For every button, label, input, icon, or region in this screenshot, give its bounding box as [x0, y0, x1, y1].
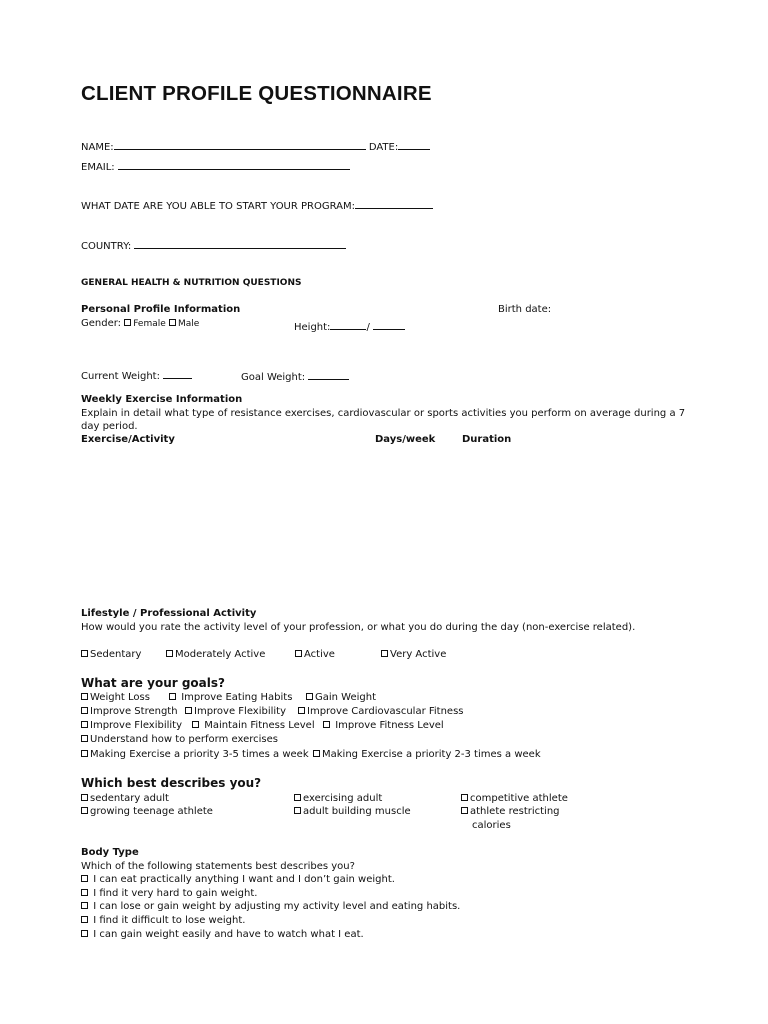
height-row	[294, 318, 405, 333]
height-separator: /	[366, 322, 370, 333]
goal-option[interactable]: Making Exercise a priority 2-3 times a week	[313, 749, 541, 760]
page-title: CLIENT PROFILE QUESTIONNAIRE	[81, 82, 432, 105]
goal-option[interactable]: Weight Loss	[81, 692, 169, 703]
lifestyle-option-very-active[interactable]	[381, 649, 446, 660]
current-weight-field[interactable]	[163, 367, 192, 379]
goal-option[interactable]: Improve Fitness Level	[323, 720, 444, 731]
body-type-option[interactable]: I can eat practically anything I want and I don’t gain weight.	[81, 874, 395, 885]
moderately-active-label: Moderately Active	[175, 649, 266, 660]
goal-option[interactable]: Improve Flexibility	[81, 720, 192, 731]
general-health-heading: GENERAL HEALTH & NUTRITION QUESTIONS	[81, 278, 302, 288]
active-checkbox[interactable]	[295, 650, 302, 657]
goal-option[interactable]: Improve Strength	[81, 706, 185, 717]
body-type-option[interactable]: I find it difficult to lose weight.	[81, 915, 245, 926]
goal-option[interactable]: Gain Weight	[306, 692, 376, 703]
describes-option[interactable]: athlete restricting	[461, 806, 560, 817]
duration-column: Duration	[462, 434, 512, 445]
email-label: EMAIL:	[81, 162, 115, 173]
lifestyle-option-active[interactable]	[295, 649, 335, 660]
body-type-checkbox[interactable]	[81, 889, 88, 896]
height-field-1[interactable]	[330, 318, 366, 330]
body-type-heading: Body Type	[81, 847, 139, 858]
goal-option[interactable]: Improve Eating Habits	[169, 692, 306, 703]
lifestyle-question: How would you rate the activity level of your profession, or what you do during the day (non-exercise related).	[81, 622, 636, 633]
describes-option[interactable]: competitive athlete	[461, 793, 568, 804]
goal-checkbox[interactable]	[185, 707, 192, 714]
male-label: Male	[177, 319, 200, 329]
male-checkbox[interactable]	[169, 319, 176, 326]
body-type-option[interactable]: I can lose or gain weight by adjusting my activity level and eating habits.	[81, 901, 460, 912]
goal-checkbox[interactable]	[298, 707, 305, 714]
goals-heading: What are your goals?	[81, 676, 225, 690]
body-type-checkbox[interactable]	[81, 875, 88, 882]
current-weight-label: Current Weight:	[81, 371, 160, 382]
female-label: Female	[133, 319, 166, 329]
name-field[interactable]	[114, 138, 366, 150]
email-field-row	[81, 158, 350, 173]
current-weight-row	[81, 367, 192, 382]
goal-option[interactable]: Understand how to perform exercises	[81, 734, 278, 745]
gender-label: Gender:	[81, 318, 122, 329]
body-type-option[interactable]: I find it very hard to gain weight.	[81, 888, 257, 899]
describes-checkbox[interactable]	[294, 807, 301, 814]
very-active-checkbox[interactable]	[381, 650, 388, 657]
describes-option[interactable]: growing teenage athlete	[81, 806, 213, 817]
height-label: Height:	[294, 322, 331, 333]
body-type-checkbox[interactable]	[81, 930, 88, 937]
describes-option-continued: calories	[472, 820, 511, 831]
start-date-field[interactable]	[355, 197, 433, 209]
email-field[interactable]	[118, 158, 350, 170]
goal-checkbox[interactable]	[81, 707, 88, 714]
body-type-checkbox[interactable]	[81, 916, 88, 923]
start-date-label: WHAT DATE ARE YOU ABLE TO START YOUR PROGRAM:	[81, 201, 355, 212]
days-week-column: Days/week	[375, 434, 436, 445]
weekly-exercise-desc-2: day period.	[81, 421, 138, 432]
female-checkbox[interactable]	[124, 319, 131, 326]
goal-option[interactable]: Maintain Fitness Level	[192, 720, 323, 731]
goal-checkbox[interactable]	[169, 693, 176, 700]
goal-weight-row	[241, 368, 349, 383]
goal-checkbox[interactable]	[81, 721, 88, 728]
goal-option[interactable]: Improve Flexibility	[185, 706, 298, 717]
height-field-2[interactable]	[373, 318, 405, 330]
goals-row-5	[81, 749, 541, 760]
goal-checkbox[interactable]	[323, 721, 330, 728]
lifestyle-heading: Lifestyle / Professional Activity	[81, 608, 257, 619]
name-label: NAME:	[81, 142, 114, 153]
country-field[interactable]	[134, 237, 346, 249]
personal-profile-heading: Personal Profile Information	[81, 304, 241, 315]
gender-row	[81, 318, 199, 329]
goal-option[interactable]: Improve Cardiovascular Fitness	[298, 706, 464, 717]
moderately-active-checkbox[interactable]	[166, 650, 173, 657]
lifestyle-option-moderately-active[interactable]	[166, 649, 265, 660]
describes-option[interactable]: exercising adult	[294, 793, 382, 804]
active-label: Active	[304, 649, 335, 660]
describes-checkbox[interactable]	[461, 794, 468, 801]
very-active-label: Very Active	[390, 649, 447, 660]
describes-heading: Which best describes you?	[81, 776, 262, 790]
goal-weight-label: Goal Weight:	[241, 372, 306, 383]
start-date-row	[81, 197, 433, 212]
describes-checkbox[interactable]	[294, 794, 301, 801]
goal-checkbox[interactable]	[81, 750, 88, 757]
describes-checkbox[interactable]	[81, 807, 88, 814]
describes-checkbox[interactable]	[461, 807, 468, 814]
weekly-exercise-heading: Weekly Exercise Information	[81, 394, 243, 405]
date-label: DATE:	[368, 142, 399, 153]
goals-row-3	[81, 720, 444, 731]
goals-row-4	[81, 734, 278, 745]
birth-date-label: Birth date:	[498, 304, 552, 315]
goal-checkbox[interactable]	[313, 750, 320, 757]
goal-checkbox[interactable]	[81, 693, 88, 700]
country-label: COUNTRY:	[81, 241, 132, 252]
country-row	[81, 237, 346, 252]
describes-checkbox[interactable]	[81, 794, 88, 801]
date-field[interactable]	[398, 138, 430, 150]
goal-weight-field[interactable]	[308, 368, 349, 380]
body-type-checkbox[interactable]	[81, 902, 88, 909]
exercise-activity-column: Exercise/Activity	[81, 434, 175, 445]
sedentary-label: Sedentary	[90, 649, 142, 660]
describes-option[interactable]: sedentary adult	[81, 793, 169, 804]
describes-option[interactable]: adult building muscle	[294, 806, 411, 817]
goal-checkbox[interactable]	[192, 721, 199, 728]
goal-checkbox[interactable]	[81, 735, 88, 742]
sedentary-checkbox[interactable]	[81, 650, 88, 657]
goals-row-1	[81, 692, 376, 703]
body-type-option[interactable]: I can gain weight easily and have to watch what I eat.	[81, 929, 364, 940]
goals-row-2	[81, 706, 464, 717]
weekly-exercise-desc-1: Explain in detail what type of resistance exercises, cardiovascular or sports activities you perform on average during a 7	[81, 408, 686, 419]
goal-option[interactable]: Making Exercise a priority 3-5 times a week	[81, 749, 313, 760]
name-field-row	[81, 138, 430, 153]
lifestyle-option-sedentary[interactable]	[81, 649, 141, 660]
body-type-question: Which of the following statements best describes you?	[81, 861, 355, 872]
goal-checkbox[interactable]	[306, 693, 313, 700]
